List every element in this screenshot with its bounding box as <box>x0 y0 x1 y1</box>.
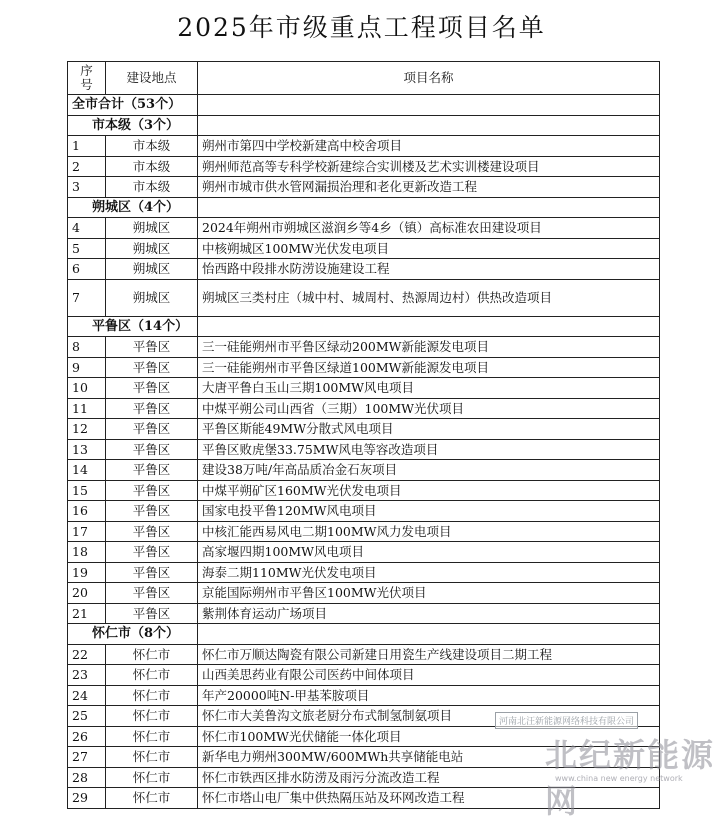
row-location: 朔城区 <box>106 238 198 259</box>
group-title: 怀仁市（8个） <box>68 624 198 645</box>
row-location: 怀仁市 <box>106 644 198 665</box>
row-location: 平鲁区 <box>106 583 198 604</box>
table-row <box>68 259 660 280</box>
row-project-name: 中煤平朔矿区160MW光伏发电项目 <box>198 480 660 501</box>
table-row <box>68 279 660 316</box>
row-location: 怀仁市 <box>106 767 198 788</box>
row-project-name: 平鲁区败虎堡33.75MW风电等容改造项目 <box>198 439 660 460</box>
row-location: 平鲁区 <box>106 521 198 542</box>
group-empty-cell <box>198 197 660 218</box>
table-row <box>68 357 660 378</box>
table-row <box>68 521 660 542</box>
row-seq: 3 <box>68 177 106 198</box>
row-project-name: 三一硅能朔州市平鲁区绿道100MW新能源发电项目 <box>198 357 660 378</box>
table-row <box>68 156 660 177</box>
watermark-logo: 北纪新能源网 <box>545 736 716 820</box>
row-seq: 7 <box>68 279 106 316</box>
row-project-name: 2024年朔州市朔城区滋润乡等4乡（镇）高标准农田建设项目 <box>198 218 660 239</box>
group-title: 朔城区（4个） <box>68 197 198 218</box>
row-location: 平鲁区 <box>106 337 198 358</box>
table-row <box>68 767 660 788</box>
row-location: 平鲁区 <box>106 419 198 440</box>
group-row <box>68 316 660 337</box>
row-location: 市本级 <box>106 136 198 157</box>
row-location: 怀仁市 <box>106 706 198 727</box>
row-seq: 4 <box>68 218 106 239</box>
row-seq: 9 <box>68 357 106 378</box>
row-project-name: 中煤平朔公司山西省（三期）100MW光伏项目 <box>198 398 660 419</box>
row-seq: 10 <box>68 378 106 399</box>
table-row <box>68 603 660 624</box>
row-location: 怀仁市 <box>106 685 198 706</box>
table-row <box>68 238 660 259</box>
total-empty-cell <box>198 95 660 116</box>
row-location: 怀仁市 <box>106 665 198 686</box>
row-project-name: 怀仁市塔山电厂集中供热隔压站及环网改造工程 <box>198 788 660 809</box>
total-label: 全市合计（53个） <box>68 95 198 116</box>
group-row <box>68 624 660 645</box>
row-seq: 19 <box>68 562 106 583</box>
row-project-name: 三一硅能朔州市平鲁区绿动200MW新能源发电项目 <box>198 337 660 358</box>
header-location: 建设地点 <box>106 62 198 95</box>
group-row <box>68 197 660 218</box>
row-project-name: 怀仁市铁西区排水防涝及雨污分流改造工程 <box>198 767 660 788</box>
watermark-subtext: www.china new energy network <box>555 774 683 783</box>
row-location: 朔城区 <box>106 279 198 316</box>
table-row <box>68 337 660 358</box>
row-seq: 2 <box>68 156 106 177</box>
row-project-name: 建设38万吨/年高品质冶金石灰项目 <box>198 460 660 481</box>
row-location: 怀仁市 <box>106 788 198 809</box>
row-location: 朔城区 <box>106 218 198 239</box>
row-location: 市本级 <box>106 156 198 177</box>
table-row <box>68 665 660 686</box>
row-project-name: 京能国际朔州市平鲁区100MW光伏项目 <box>198 583 660 604</box>
table-row <box>68 562 660 583</box>
row-seq: 15 <box>68 480 106 501</box>
row-seq: 25 <box>68 706 106 727</box>
row-seq: 24 <box>68 685 106 706</box>
row-project-name: 年产20000吨N-甲基苯胺项目 <box>198 685 660 706</box>
row-location: 平鲁区 <box>106 480 198 501</box>
row-location: 平鲁区 <box>106 398 198 419</box>
row-location: 朔城区 <box>106 259 198 280</box>
page-title: 2025年市级重点工程项目名单 <box>177 13 546 42</box>
table-row <box>68 177 660 198</box>
row-location: 平鲁区 <box>106 357 198 378</box>
row-location: 平鲁区 <box>106 562 198 583</box>
row-project-name: 怡西路中段排水防涝设施建设工程 <box>198 259 660 280</box>
row-project-name: 海泰二期110MW光伏发电项目 <box>198 562 660 583</box>
row-seq: 26 <box>68 726 106 747</box>
table-row <box>68 644 660 665</box>
total-row <box>68 95 660 116</box>
row-seq: 12 <box>68 419 106 440</box>
table-row <box>68 747 660 768</box>
row-seq: 11 <box>68 398 106 419</box>
row-project-name: 平鲁区斯能49MW分散式风电项目 <box>198 419 660 440</box>
row-seq: 5 <box>68 238 106 259</box>
row-seq: 27 <box>68 747 106 768</box>
table-row <box>68 685 660 706</box>
row-seq: 21 <box>68 603 106 624</box>
row-seq: 8 <box>68 337 106 358</box>
row-project-name: 国家电投平鲁120MW风电项目 <box>198 501 660 522</box>
row-seq: 23 <box>68 665 106 686</box>
table-row <box>68 583 660 604</box>
row-seq: 29 <box>68 788 106 809</box>
row-seq: 6 <box>68 259 106 280</box>
group-empty-cell <box>198 115 660 136</box>
row-location: 平鲁区 <box>106 542 198 563</box>
row-project-name: 山西美思药业有限公司医药中间体项目 <box>198 665 660 686</box>
table-row <box>68 398 660 419</box>
row-project-name: 朔城区三类村庄（城中村、城周村、热源周边村）供热改造项目 <box>198 279 660 316</box>
table-row <box>68 480 660 501</box>
row-location: 平鲁区 <box>106 460 198 481</box>
row-seq: 20 <box>68 583 106 604</box>
row-project-name: 新华电力朔州300MW/600MWh共享储能电站 <box>198 747 660 768</box>
table-row <box>68 136 660 157</box>
header-name: 项目名称 <box>198 62 660 95</box>
watermark-box-text: 河南北汪新能源网络科技有限公司 <box>495 712 638 729</box>
group-empty-cell <box>198 624 660 645</box>
group-empty-cell <box>198 316 660 337</box>
row-project-name: 紫荆体育运动广场项目 <box>198 603 660 624</box>
row-seq: 17 <box>68 521 106 542</box>
table-row <box>68 501 660 522</box>
row-project-name: 中核朔城区100MW光伏发电项目 <box>198 238 660 259</box>
row-project-name: 怀仁市万顺达陶瓷有限公司新建日用瓷生产线建设项目二期工程 <box>198 644 660 665</box>
row-project-name: 高家堰四期100MW风电项目 <box>198 542 660 563</box>
group-title: 市本级（3个） <box>68 115 198 136</box>
row-seq: 16 <box>68 501 106 522</box>
group-row <box>68 115 660 136</box>
table-row <box>68 706 660 727</box>
row-project-name: 怀仁市100MW光伏储能一体化项目 <box>198 726 660 747</box>
row-location: 怀仁市 <box>106 726 198 747</box>
row-location: 平鲁区 <box>106 439 198 460</box>
header-seq: 序号 <box>68 62 106 95</box>
row-project-name: 怀仁市大美鲁沟文旅老厨分布式制氢制氨项目 <box>198 706 660 727</box>
table-row <box>68 439 660 460</box>
project-table <box>67 61 660 809</box>
table-row <box>68 726 660 747</box>
row-location: 平鲁区 <box>106 603 198 624</box>
row-project-name: 朔州市城市供水管网漏损治理和老化更新改造工程 <box>198 177 660 198</box>
table-header-row <box>68 62 660 95</box>
table-row <box>68 419 660 440</box>
row-project-name: 中核汇能西易风电二期100MW风力发电项目 <box>198 521 660 542</box>
row-project-name: 朔州师范高等专科学校新建综合实训楼及艺术实训楼建设项目 <box>198 156 660 177</box>
row-seq: 28 <box>68 767 106 788</box>
table-row <box>68 218 660 239</box>
row-seq: 22 <box>68 644 106 665</box>
row-project-name: 大唐平鲁白玉山三期100MW风电项目 <box>198 378 660 399</box>
row-project-name: 朔州市第四中学校新建高中校舍项目 <box>198 136 660 157</box>
project-table-body <box>68 62 660 809</box>
row-seq: 1 <box>68 136 106 157</box>
row-seq: 14 <box>68 460 106 481</box>
table-row <box>68 378 660 399</box>
group-title: 平鲁区（14个） <box>68 316 198 337</box>
row-seq: 18 <box>68 542 106 563</box>
row-location: 平鲁区 <box>106 378 198 399</box>
row-location: 怀仁市 <box>106 747 198 768</box>
table-row <box>68 542 660 563</box>
table-row <box>68 460 660 481</box>
row-location: 市本级 <box>106 177 198 198</box>
row-location: 平鲁区 <box>106 501 198 522</box>
row-seq: 13 <box>68 439 106 460</box>
